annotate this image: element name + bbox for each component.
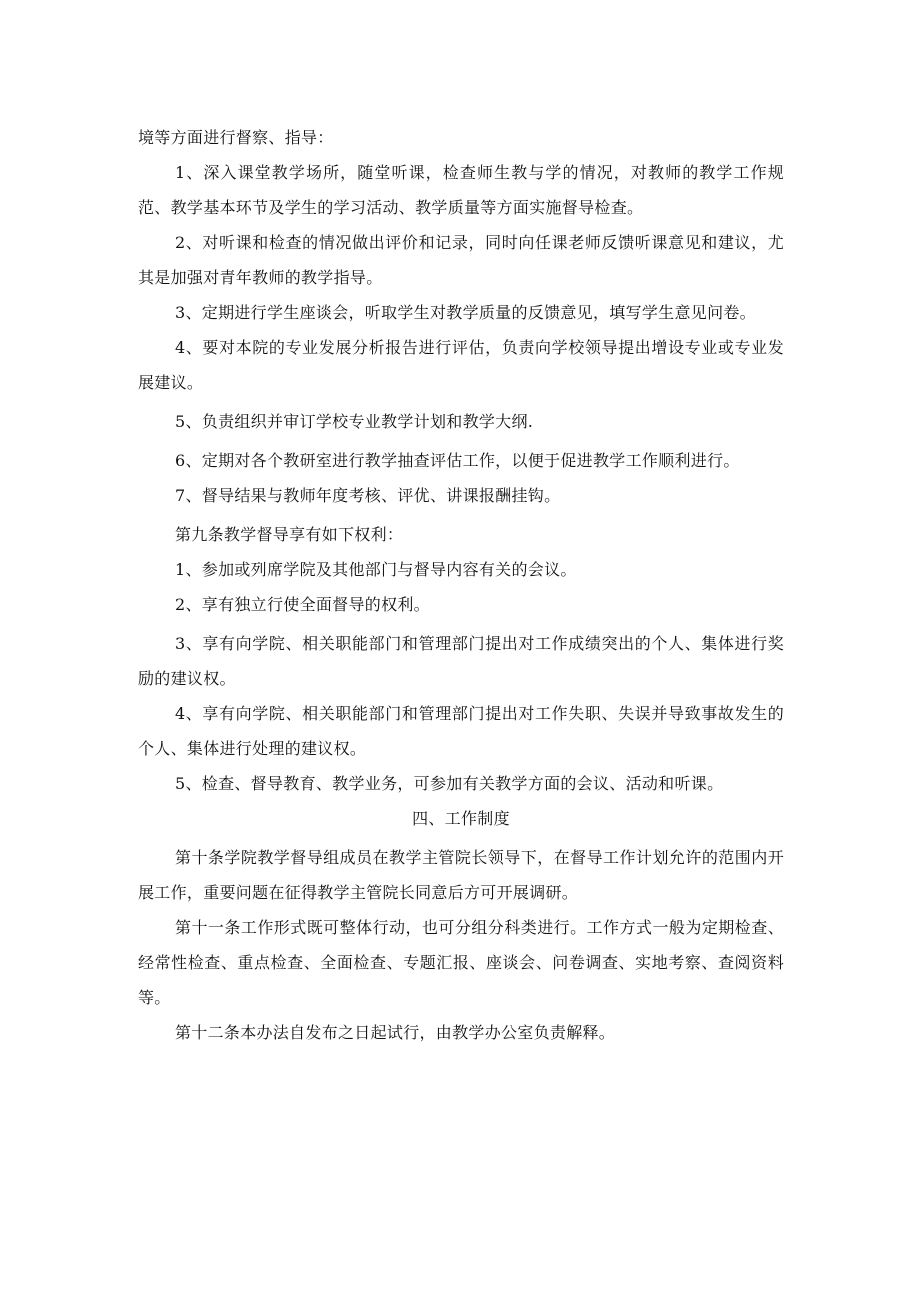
paragraph-item-3: 3、定期进行学生座谈会，听取学生对教学质量的反馈意见，填写学生意见问卷。 [175,303,756,322]
article-12: 第十二条本办法自发布之日起试行，由教学办公室负责解释。 [175,1023,616,1042]
paragraph-item-5: 5、负责组织并审订学校专业教学计划和教学大纲. [175,412,534,431]
document-page [138,120,784,1050]
paragraph-item-4: 4、要对本院的专业发展分析报告进行评估，负责向学校领导提出增设专业或专业发展建议。 [138,338,784,392]
section-heading: 四、工作制度 [412,809,510,828]
article-9-heading: 第九条教学督导享有如下权利： [175,525,404,544]
paragraph-item-6: 6、定期对各个教研室进行教学抽查评估工作，以便于促进教学工作顺利进行。 [175,451,740,470]
paragraph-continuation: 境等方面进行督察、指导： [138,128,334,147]
paragraph-item-1: 1、深入课堂教学场所，随堂听课，检查师生教与学的情况，对教师的教学工作规范、教学基本环节及学生的学习活动、教学质量等方面实施督导检查。 [138,163,784,217]
paragraph-item-7: 7、督导结果与教师年度考核、评优、讲课报酬挂钩。 [175,486,561,505]
right-item-3: 3、享有向学院、相关职能部门和管理部门提出对工作成绩突出的个人、集体进行奖励的建议权。 [138,634,784,688]
paragraph-item-2: 2、对听课和检查的情况做出评价和记录，同时向任课老师反馈听课意见和建议，尤其是加强对青年教师的教学指导。 [138,233,784,287]
article-11: 第十一条工作形式既可整体行动，也可分组分科类进行。工作方式一般为定期检查、经常性检查、重点检查、全面检查、专题汇报、座谈会、问卷调查、实地考察、查阅资料等。 [138,918,784,1007]
right-item-2: 2、享有独立行使全面督导的权利。 [175,595,430,614]
right-item-4: 4、享有向学院、相关职能部门和管理部门提出对工作失职、失误并导致事故发生的个人、集体进行处理的建议权。 [138,704,784,758]
right-item-1: 1、参加或列席学院及其他部门与督导内容有关的会议。 [175,560,577,579]
right-item-5: 5、检查、督导教育、教学业务，可参加有关教学方面的会议、活动和听课。 [175,774,724,793]
article-10: 第十条学院教学督导组成员在教学主管院长领导下，在督导工作计划允许的范围内开展工作，重要问题在征得教学主管院长同意后方可开展调研。 [138,848,784,902]
